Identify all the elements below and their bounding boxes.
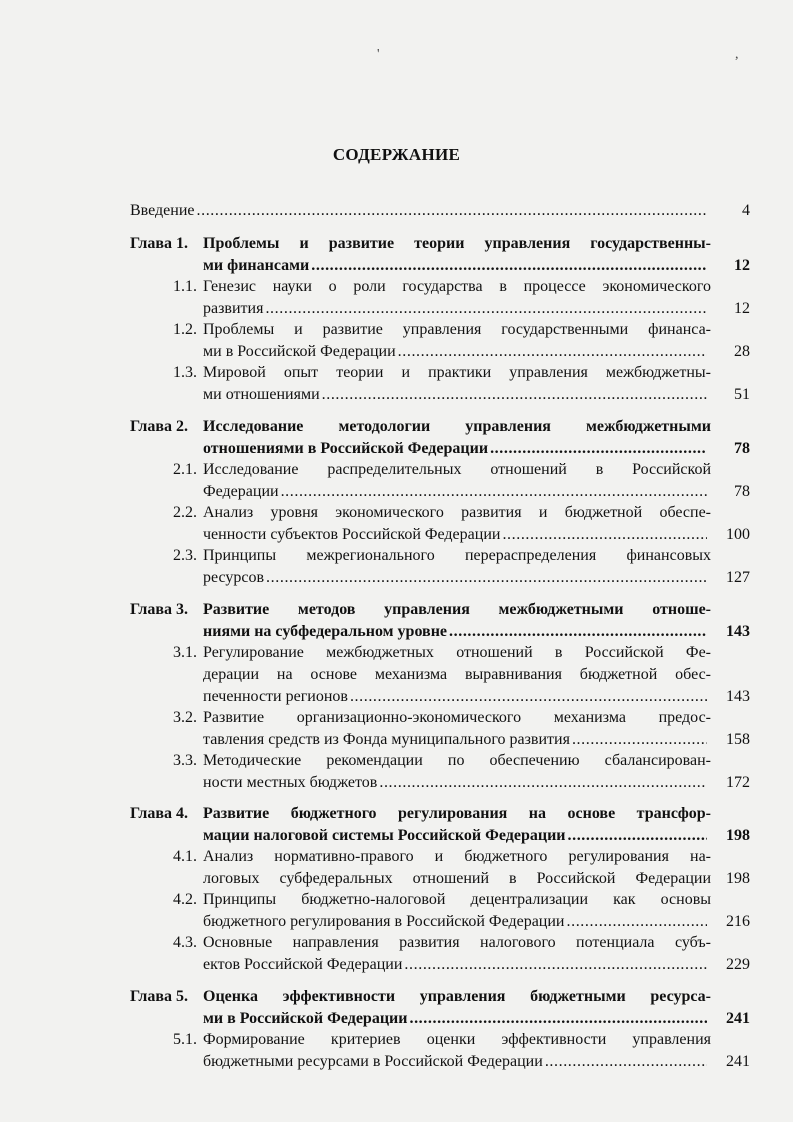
toc-page-number: 78 — [734, 440, 750, 457]
page-title: СОДЕРЖАНИЕ — [332, 145, 461, 164]
section-number: 3.1. — [173, 644, 197, 661]
chapter-title-line: Развитие бюджетного регулирования на основе трансфор- — [203, 805, 711, 822]
chapter-number: Глава 5. — [130, 988, 188, 1005]
section-title-line: Исследование распределительных отношений в Российской — [203, 461, 711, 478]
section-title-line: Анализ нормативно-правого и бюджетного регулирования на- — [203, 848, 711, 865]
section-title-tail: ми в Российской Федерации — [203, 343, 396, 360]
leader-dots — [568, 825, 708, 847]
section-number: 2.3. — [173, 547, 197, 564]
leader-dots — [404, 954, 707, 976]
section-title-line: Основные направления развития налогового потенциала субъ- — [203, 934, 711, 951]
chapter-title-tail: отношениями в Российской Федерации — [203, 440, 489, 457]
section-title-line: дерации на основе механизма выравнивания бюджетной обес- — [203, 666, 711, 683]
chapter-title-line: Оценка эффективности управления бюджетными ресурса- — [203, 988, 711, 1005]
leader-dots — [379, 772, 707, 794]
chapter-title-line: Проблемы и развитие теории управления государственны- — [203, 235, 711, 252]
section-title-line: Проблемы и развитие управления государственными финанса- — [203, 321, 711, 338]
section-title-tail: печенности регионов — [203, 688, 348, 705]
section-title-line: Формирование критериев оценки эффективности управления — [203, 1031, 711, 1048]
section-title-line: Принципы бюджетно-налоговой децентрализации как основы — [203, 891, 711, 908]
toc-page-number: 216 — [726, 913, 750, 930]
leader-dots — [409, 1008, 707, 1030]
toc-page-number: 229 — [726, 956, 750, 973]
section-title-line: Генезис науки о роли государства в процессе экономического — [203, 278, 711, 295]
leader-dots — [311, 255, 707, 277]
toc-page-number: 198 — [726, 870, 750, 887]
section-number: 1.3. — [173, 364, 197, 381]
toc-page-number: 127 — [726, 569, 750, 586]
leader-dots — [490, 438, 707, 460]
leader-dots — [266, 567, 707, 589]
toc-page-number: 172 — [726, 774, 750, 791]
section-number: 5.1. — [173, 1031, 197, 1048]
section-title-tail: бюджетного регулирования в Российской Федерации — [203, 913, 565, 930]
leader-dots — [350, 686, 707, 708]
section-title-tail: ности местных бюджетов — [203, 774, 378, 791]
section-title-line: Регулирование межбюджетных отношений в Российской Фе- — [203, 644, 711, 661]
scan-speck: ' — [377, 47, 380, 62]
toc-page-number: 241 — [726, 1010, 750, 1027]
section-title-tail: Федерации — [203, 483, 279, 500]
chapter-number: Глава 2. — [130, 418, 188, 435]
chapter-title-tail: ми финансами — [203, 257, 310, 274]
section-title-line: Анализ уровня экономического развития и бюджетной обеспе- — [203, 504, 711, 521]
toc-intro-label: Введение — [130, 202, 195, 219]
chapter-title-tail: ми в Российской Федерации — [203, 1010, 408, 1027]
chapter-number: Глава 4. — [130, 805, 188, 822]
toc-page-number: 12 — [734, 257, 750, 274]
leader-dots — [398, 341, 707, 363]
section-number: 3.2. — [173, 709, 197, 726]
chapter-title-tail: ниями на субфедеральном уровне — [203, 623, 448, 640]
section-title-tail: ектов Российской Федерации — [203, 956, 403, 973]
toc-page-number: 78 — [734, 483, 750, 500]
section-title-tail: ми отношениями — [203, 386, 320, 403]
scan-speck: , — [735, 47, 739, 62]
chapter-number: Глава 3. — [130, 601, 188, 618]
section-title-tail: ченности субъектов Российской Федерации — [203, 526, 501, 543]
section-number: 2.1. — [173, 461, 197, 478]
section-number: 1.1. — [173, 278, 197, 295]
toc-page-number: 198 — [726, 827, 750, 844]
section-title-tail: бюджетными ресурсами в Российской Федерации — [203, 1053, 543, 1070]
section-title-line: Методические рекомендации по обеспечению сбалансирован- — [203, 752, 711, 769]
leader-dots — [567, 911, 708, 933]
toc-page-number: 143 — [726, 688, 750, 705]
toc-page-number: 158 — [726, 731, 750, 748]
leader-dots — [502, 524, 707, 546]
leader-dots — [265, 298, 707, 320]
leader-dots — [545, 1051, 707, 1073]
chapter-title-tail: мации налоговой системы Российской Федерации — [203, 827, 566, 844]
section-number: 1.2. — [173, 321, 197, 338]
chapter-title-line: Исследование методологии управления межбюджетными — [203, 418, 711, 435]
leader-dots — [572, 729, 707, 751]
toc-page-number: 143 — [726, 623, 750, 640]
toc-page-number: 241 — [726, 1053, 750, 1070]
chapter-number: Глава 1. — [130, 235, 188, 252]
toc-page-number: 51 — [734, 386, 750, 403]
section-number: 4.2. — [173, 891, 197, 908]
leader-dots — [197, 200, 708, 222]
toc-page-number: 100 — [726, 526, 750, 543]
section-title-line: Развитие организационно-экономического механизма предос- — [203, 709, 711, 726]
section-number: 2.2. — [173, 504, 197, 521]
toc-page-number: 28 — [734, 343, 750, 360]
section-number: 4.3. — [173, 934, 197, 951]
toc-intro[interactable] — [130, 200, 750, 222]
section-title-tail: ресурсов — [203, 569, 265, 586]
section-title-line: Принципы межрегионального перераспределения финансовых — [203, 547, 711, 564]
section-number: 3.3. — [173, 752, 197, 769]
leader-dots — [281, 481, 707, 503]
leader-dots — [449, 621, 707, 643]
section-title-tail: логовых субфедеральных отношений в Российской Федерации — [203, 870, 711, 887]
toc-page-number: 12 — [734, 300, 750, 317]
toc-page-number: 4 — [742, 202, 750, 219]
section-number: 4.1. — [173, 848, 197, 865]
section-title-tail: тавления средств из Фонда муниципального развития — [203, 731, 570, 748]
section-title-line: Мировой опыт теории и практики управления межбюджетны- — [203, 364, 711, 381]
section-title-tail: развития — [203, 300, 264, 317]
leader-dots — [322, 384, 707, 406]
chapter-title-line: Развитие методов управления межбюджетными отноше- — [203, 601, 711, 618]
